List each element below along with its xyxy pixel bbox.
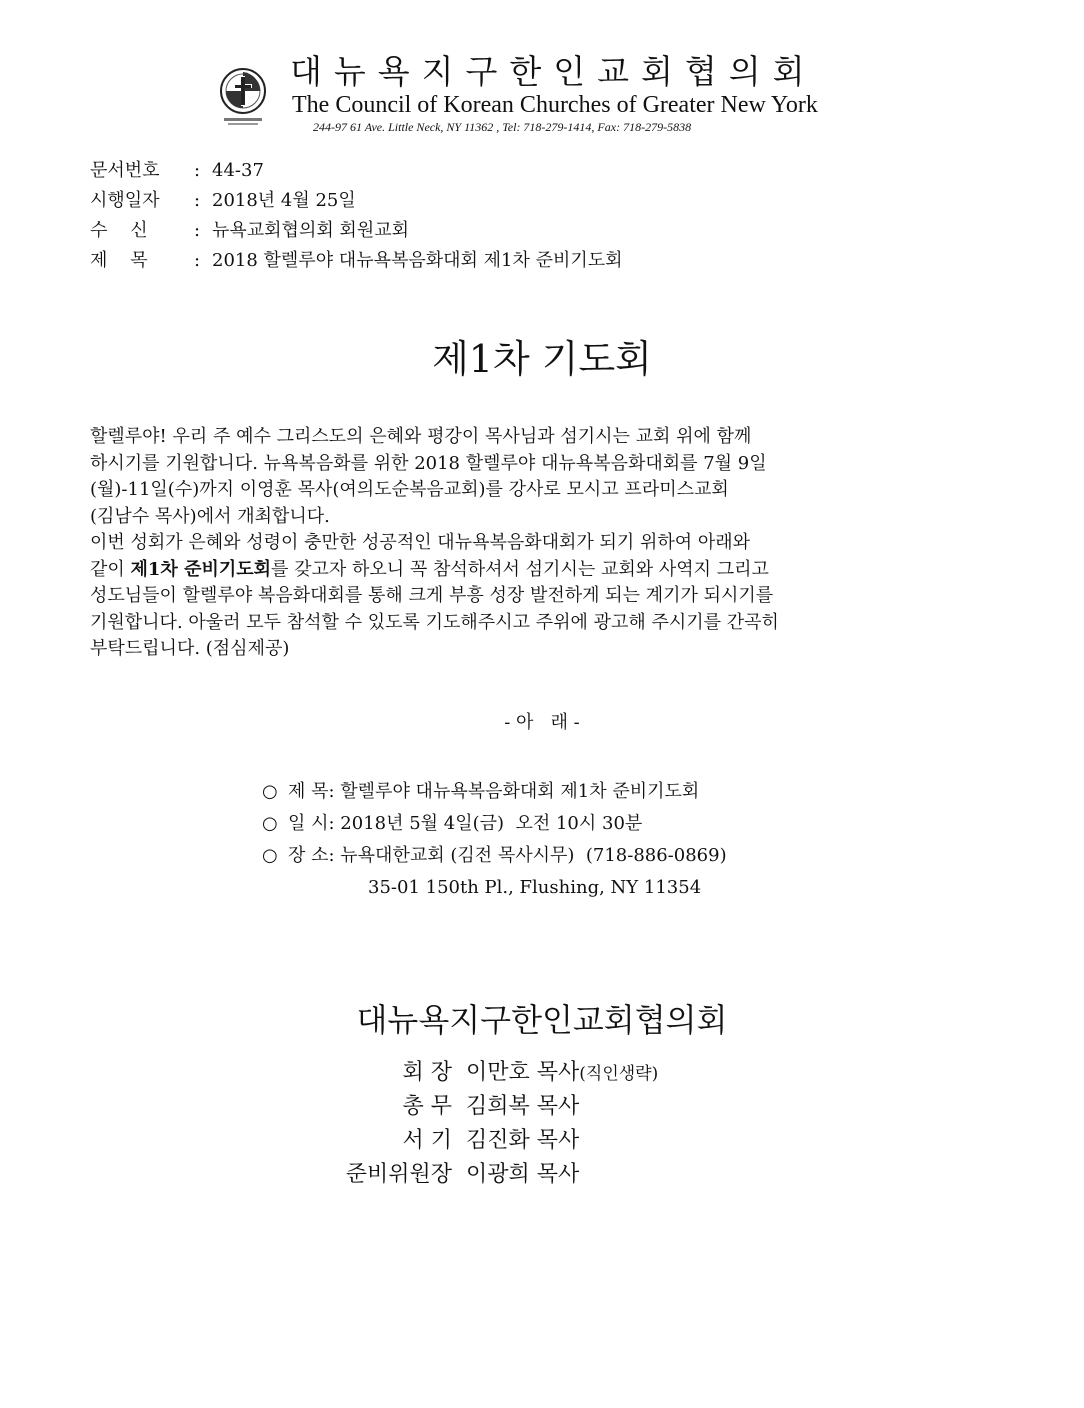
meta-value: 2018년 4월 25일	[212, 190, 356, 211]
org-name-english: The Council of Korean Churches of Greater New York	[292, 92, 818, 118]
body-emphasis: 제1차 준비기도회	[130, 558, 272, 580]
detail-place	[262, 840, 727, 872]
signature-org-name: 대뉴욕지구한인교회협의회	[356, 1001, 728, 1039]
meta-label: 제 목	[90, 250, 148, 271]
signer-title: 준비위원장	[345, 1162, 452, 1187]
circle-bullet-icon: ○	[262, 781, 278, 802]
body-line: 부탁드립니다. (점심제공)	[90, 638, 290, 659]
signer-row	[310, 1124, 658, 1158]
signer-title: 회 장	[402, 1060, 452, 1085]
signer-name: 이만호 목사	[466, 1060, 580, 1085]
meta-recipient	[90, 216, 623, 246]
signer-title: 서 기	[402, 1128, 452, 1153]
letter-body	[90, 424, 990, 663]
meta-label: 문서번호	[90, 160, 160, 181]
signer-title: 총 무	[402, 1094, 452, 1119]
body-line: 기원합니다. 아울러 모두 참석할 수 있도록 기도해주시고 주위에 광고해 주시기를 간곡히	[90, 611, 779, 633]
body-line: 하시기를 기원합니다. 뉴욕복음화를 위한 2018 할렐루야 대뉴욕복음화대회를 7월 9일	[90, 452, 767, 474]
detail-text: 제 목: 할렐루야 대뉴욕복음화대회 제1차 준비기도회	[288, 781, 700, 802]
detail-datetime	[262, 808, 727, 840]
signer-row	[310, 1056, 658, 1090]
council-logo	[218, 64, 268, 130]
meta-separator: :	[194, 190, 201, 211]
meta-label: 수 신	[90, 220, 148, 241]
detail-text: 35-01 150th Pl., Flushing, NY 11354	[368, 877, 702, 898]
body-line: 할렐루야! 우리 주 예수 그리스도의 은혜와 평강이 목사님과 섬기시는 교회 위에 함께	[90, 426, 752, 447]
meta-document-number	[90, 156, 623, 186]
signer-name: 김진화 목사	[466, 1128, 580, 1153]
detail-topic	[262, 776, 727, 808]
meta-separator: :	[194, 250, 201, 271]
body-text-segment: 를 갖고자 하오니 꼭 참석하셔서 섬기시는 교회와 사역지 그리고	[271, 558, 769, 580]
body-line: (김남수 목사)에서 개최합니다.	[90, 505, 330, 527]
meta-separator: :	[194, 220, 201, 241]
body-text-segment: 같이	[90, 558, 131, 580]
meta-value: 44-37	[212, 160, 264, 181]
detail-text: 장 소: 뉴욕대한교회 (김전 목사시무) (718-886-0869)	[288, 845, 727, 866]
meta-separator: :	[194, 160, 201, 181]
body-line: (월)-11일(수)까지 이영훈 목사(여의도순복음교회)를 강사로 모시고 프라미스교회	[90, 479, 729, 500]
document-title: 제1차 기도회	[432, 337, 652, 381]
signer-name: 이광희 목사	[466, 1162, 580, 1187]
signer-list	[310, 1056, 658, 1192]
document-meta	[90, 156, 623, 276]
meta-value: 뉴욕교회협의회 회원교회	[212, 220, 409, 241]
circle-bullet-icon: ○	[262, 845, 278, 866]
circle-bullet-icon: ○	[262, 813, 278, 834]
meta-issue-date	[90, 186, 623, 216]
event-details	[262, 776, 727, 904]
body-line-emphasis	[90, 557, 990, 584]
org-address: 244-97 61 Ave. Little Neck, NY 11362 , Tel: 718-279-1414, Fax: 718-279-5838	[313, 120, 692, 134]
detail-text: 일 시: 2018년 5월 4일(금) 오전 10시 30분	[288, 813, 643, 834]
body-line: 성도님들이 할렐루야 복음화대회를 통해 크게 부흥 성장 발전하게 되는 계기가 되시기를	[90, 585, 774, 606]
org-name-korean: 대뉴욕지구한인교회협의회	[290, 52, 817, 91]
meta-subject	[90, 246, 623, 276]
signer-row	[310, 1158, 658, 1192]
meta-value: 2018 할렐루야 대뉴욕복음화대회 제1차 준비기도회	[212, 250, 623, 271]
section-heading: - 아 래 -	[504, 712, 580, 733]
signer-row	[310, 1090, 658, 1124]
signer-name: 김희복 목사	[466, 1094, 580, 1119]
body-line: 이번 성회가 은혜와 성령이 충만한 성공적인 대뉴욕복음화대회가 되기 위하여 아래와	[90, 532, 751, 553]
signer-note: (직인생략)	[579, 1064, 659, 1084]
detail-address	[262, 872, 727, 904]
meta-label: 시행일자	[90, 190, 160, 211]
